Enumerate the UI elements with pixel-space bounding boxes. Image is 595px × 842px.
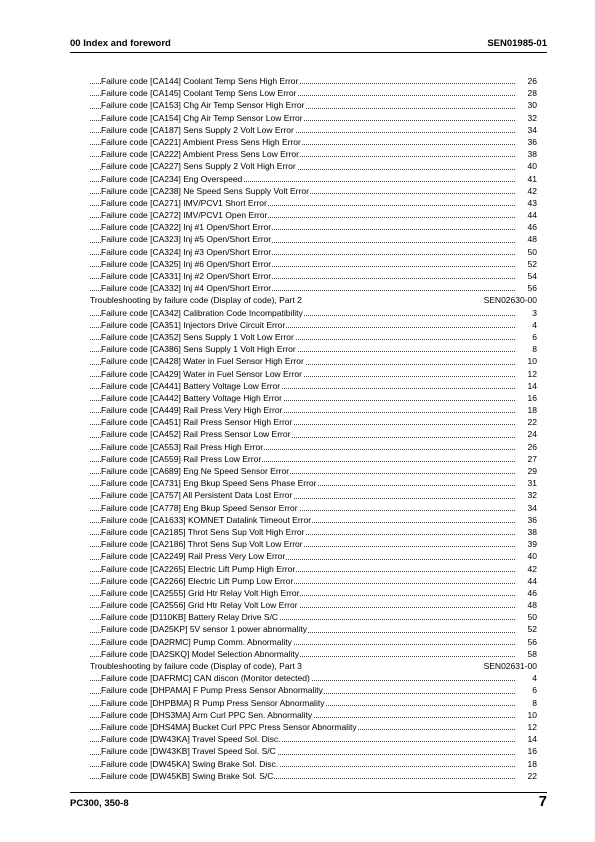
toc-entry[interactable] — [90, 87, 537, 99]
toc-entry[interactable] — [90, 368, 537, 380]
toc-entry[interactable] — [90, 246, 537, 258]
toc-entry[interactable] — [90, 392, 537, 404]
entry-label: Failure code [CA2185] Throt Sens Sup Volt High Error — [101, 526, 305, 537]
toc-entry[interactable] — [90, 112, 537, 124]
toc-entry[interactable] — [90, 270, 537, 282]
section-document-code: SEN02630-00 — [483, 295, 537, 306]
entry-page-number: 56 — [527, 636, 537, 647]
page-header — [70, 38, 547, 54]
entry-page-number: 44 — [527, 210, 537, 221]
toc-entry[interactable] — [90, 733, 537, 745]
entry-page-number: 48 — [527, 234, 537, 245]
toc-entry[interactable] — [90, 124, 537, 136]
entry-page-number: 8 — [532, 697, 537, 708]
entry-label: Failure code [CA386] Sens Supply 1 Volt High Error — [101, 344, 296, 355]
toc-entry[interactable] — [90, 611, 537, 623]
page-number: 7 — [538, 793, 547, 810]
toc-entry[interactable] — [90, 697, 537, 709]
toc-entry[interactable] — [90, 550, 537, 562]
entry-page-number: 22 — [527, 417, 537, 428]
entry-page-number: 42 — [527, 563, 537, 574]
entry-page-number: 34 — [527, 502, 537, 513]
toc-entry[interactable] — [90, 258, 537, 270]
toc-entry[interactable] — [90, 489, 537, 501]
entry-page-number: 16 — [527, 392, 537, 403]
toc-entry[interactable] — [90, 404, 537, 416]
toc-entry[interactable] — [90, 709, 537, 721]
entry-label: Failure code [DA25KP] 5V sensor 1 power abnormality — [101, 624, 307, 635]
entry-page-number: 39 — [527, 539, 537, 550]
entry-label: Failure code [DW43KB] Travel Speed Sol. S/C — [101, 746, 276, 757]
entry-page-number: 46 — [527, 222, 537, 233]
toc-entry[interactable] — [90, 538, 537, 550]
entry-page-number: 18 — [527, 758, 537, 769]
entry-page-number: 34 — [527, 124, 537, 135]
entry-label: Failure code [DW45KB] Swing Brake Sol. S/C — [101, 770, 274, 781]
entry-page-number: 12 — [527, 721, 537, 732]
entry-page-number: 22 — [527, 770, 537, 781]
toc-entry[interactable] — [90, 148, 537, 160]
entry-label: Failure code [CA2186] Throt Sens Sup Volt Low Error — [101, 539, 303, 550]
toc-entry[interactable] — [90, 75, 537, 87]
table-of-contents — [90, 75, 537, 782]
entry-page-number: 50 — [527, 246, 537, 257]
entry-page-number: 3 — [532, 307, 537, 318]
entry-label: Failure code [DA2SKQ] Model Selection Abnormality — [101, 648, 299, 659]
entry-page-number: 32 — [527, 490, 537, 501]
toc-entry[interactable] — [90, 355, 537, 367]
entry-page-number: 32 — [527, 112, 537, 123]
entry-label: Failure code [CA778] Eng Bkup Speed Sensor Error — [101, 502, 298, 513]
entry-label: Failure code [CA221] Ambient Press Sens High Error — [101, 136, 301, 147]
toc-entry[interactable] — [90, 636, 537, 648]
document-code: SEN01985-01 — [487, 38, 547, 49]
entry-label: Failure code [CA2265] Electric Lift Pump High Error — [101, 563, 296, 574]
entry-page-number: 16 — [527, 746, 537, 757]
toc-entry[interactable] — [90, 221, 537, 233]
entry-page-number: 10 — [527, 356, 537, 367]
entry-label: Failure code [CA2249] Rail Press Very Low Error — [101, 551, 286, 562]
section-title: 00 Index and foreword — [70, 38, 171, 49]
entry-label: Failure code [CA227] Sens Supply 2 Volt High Error — [101, 161, 296, 172]
entry-label: Failure code [CA331] Inj #2 Open/Short Error — [101, 271, 272, 281]
entry-page-number: 36 — [527, 136, 537, 147]
entry-label: Failure code [CA2266] Electric Lift Pump Low Error — [101, 575, 294, 586]
toc-entry[interactable] — [90, 721, 537, 733]
entry-page-number: 40 — [527, 161, 537, 172]
section-heading-label: Troubleshooting by failure code (Display of code), Part 2 — [90, 295, 302, 306]
toc-entry[interactable] — [90, 648, 537, 660]
entry-label: Failure code [CA1633] KOMNET Datalink Timeout Error — [101, 514, 312, 525]
entry-page-number: 14 — [527, 734, 537, 745]
entry-page-number: 6 — [532, 331, 537, 342]
entry-label: Failure code [CA154] Chg Air Temp Sensor Low Error — [101, 112, 303, 123]
toc-entry[interactable] — [90, 770, 537, 782]
entry-label: Failure code [CA352] Sens Supply 1 Volt Low Error — [101, 331, 294, 342]
toc-entry[interactable] — [90, 599, 537, 611]
toc-entry[interactable] — [90, 160, 537, 172]
entry-page-number: 30 — [527, 100, 537, 111]
toc-entry[interactable] — [90, 282, 537, 294]
entry-page-number: 54 — [527, 271, 537, 281]
entry-page-number: 24 — [527, 429, 537, 440]
entry-page-number: 31 — [527, 478, 537, 489]
toc-entry[interactable] — [90, 502, 537, 514]
entry-label: Failure code [CA553] Rail Press High Error — [101, 441, 264, 452]
entry-label: Failure code [CA428] Water in Fuel Sensor High Error — [101, 356, 304, 367]
entry-page-number: 52 — [527, 258, 537, 269]
toc-entry[interactable] — [90, 623, 537, 635]
entry-label: Failure code [CA324] Inj #3 Open/Short Error — [101, 246, 272, 257]
entry-label: Failure code [DHPBMA] R Pump Press Sensor Abnormality — [101, 697, 325, 708]
entry-label: Failure code [CA322] Inj #1 Open/Short Error — [101, 222, 272, 233]
entry-label: Failure code [CA332] Inj #4 Open/Short Error — [101, 283, 272, 294]
entry-label: Failure code [CA271] IMV/PCV1 Short Error — [101, 197, 267, 208]
entry-label: Failure code [DHS4MA] Bucket Curl PPC Press Sensor Abnormality — [101, 721, 357, 732]
toc-entry[interactable] — [90, 343, 537, 355]
toc-entry[interactable] — [90, 428, 537, 440]
toc-entry[interactable] — [90, 745, 537, 757]
entry-label: Failure code [CA238] Ne Speed Sens Supply Volt Error — [101, 185, 309, 196]
toc-entry[interactable] — [90, 684, 537, 696]
toc-entry[interactable] — [90, 416, 537, 428]
entry-page-number: 40 — [527, 551, 537, 562]
entry-page-number: 4 — [532, 319, 537, 330]
entry-label: Failure code [CA2556] Grid Htr Relay Volt Low Error — [101, 600, 298, 611]
entry-label: Failure code [CA757] All Persistent Data Lost Error — [101, 490, 293, 501]
toc-entry[interactable] — [90, 477, 537, 489]
toc-section-heading[interactable] — [90, 660, 537, 672]
entry-label: Failure code [CA323] Inj #5 Open/Short Error — [101, 234, 272, 245]
toc-entry[interactable] — [90, 319, 537, 331]
toc-entry[interactable] — [90, 185, 537, 197]
entry-page-number: 43 — [527, 197, 537, 208]
entry-label: Failure code [CA144] Coolant Temp Sens High Error — [101, 76, 299, 86]
entry-label: Failure code [CA689] Eng Ne Speed Sensor Error — [101, 466, 290, 476]
toc-entry[interactable] — [90, 209, 537, 221]
entry-label: Failure code [DAFRMC] CAN discon (Monitor detected) — [101, 673, 310, 684]
entry-page-number: 38 — [527, 526, 537, 537]
entry-label: Failure code [CA429] Water in Fuel Sensor Low Error — [101, 368, 302, 379]
entry-page-number: 28 — [527, 88, 537, 99]
entry-label: Failure code [CA342] Calibration Code Incompatibility — [101, 307, 303, 318]
toc-entry[interactable] — [90, 758, 537, 770]
footer-rule — [70, 792, 547, 793]
entry-page-number: 36 — [527, 514, 537, 525]
entry-label: Failure code [CA559] Rail Press Low Error — [101, 453, 262, 464]
toc-entry[interactable] — [90, 331, 537, 343]
toc-entry[interactable] — [90, 575, 537, 587]
entry-label: Failure code [CA351] Injectors Drive Circuit Error — [101, 319, 286, 330]
toc-entry[interactable] — [90, 514, 537, 526]
entry-page-number: 46 — [527, 587, 537, 598]
entry-label: Failure code [CA452] Rail Press Sensor Low Error — [101, 429, 291, 440]
toc-entry[interactable] — [90, 99, 537, 111]
entry-page-number: 27 — [527, 453, 537, 464]
toc-entry[interactable] — [90, 526, 537, 538]
entry-page-number: 18 — [527, 405, 537, 416]
toc-entry[interactable] — [90, 465, 537, 477]
entry-page-number: 14 — [527, 380, 537, 391]
entry-label: Failure code [D110KB] Battery Relay Drive S/C — [101, 612, 278, 623]
entry-page-number: 6 — [532, 685, 537, 696]
entry-label: Failure code [CA2555] Grid Htr Relay Volt High Error — [101, 587, 300, 598]
toc-entry[interactable] — [90, 197, 537, 209]
entry-page-number: 4 — [532, 673, 537, 684]
toc-section-heading[interactable] — [90, 294, 537, 306]
entry-label: Failure code [CA441] Battery Voltage Low Error — [101, 380, 281, 391]
toc-entry[interactable] — [90, 233, 537, 245]
entry-label: Failure code [CA442] Battery Voltage High Error — [101, 392, 282, 403]
toc-entry[interactable] — [90, 307, 537, 319]
entry-label: Failure code [CA222] Ambient Press Sens Low Error — [101, 149, 299, 160]
entry-page-number: 8 — [532, 344, 537, 355]
entry-page-number: 58 — [527, 648, 537, 659]
entry-label: Failure code [CA145] Coolant Temp Sens Low Error — [101, 88, 297, 99]
entry-label: Failure code [CA731] Eng Bkup Speed Sens Phase Error — [101, 478, 317, 489]
entry-label: Failure code [DHS3MA] Arm Curl PPC Sen. Abnormality — [101, 709, 313, 720]
entry-label: Failure code [DA2RMC] Pump Comm. Abnormality — [101, 636, 292, 647]
toc-entry[interactable] — [90, 441, 537, 453]
entry-label: Failure code [DHPAMA] F Pump Press Sensor Abnormality — [101, 685, 323, 696]
entry-page-number: 52 — [527, 624, 537, 635]
entry-page-number: 42 — [527, 185, 537, 196]
machine-model: PC300, 350-8 — [70, 798, 129, 809]
toc-entry[interactable] — [90, 587, 537, 599]
toc-entry[interactable] — [90, 672, 537, 684]
entry-label: Failure code [CA234] Eng Overspeed — [101, 173, 243, 184]
entry-label: Failure code [CA272] IMV/PCV1 Open Error — [101, 210, 268, 221]
entry-page-number: 26 — [527, 76, 537, 86]
entry-label: Failure code [CA451] Rail Press Sensor High Error — [101, 417, 293, 428]
entry-page-number: 26 — [527, 441, 537, 452]
entry-page-number: 56 — [527, 283, 537, 294]
page-footer — [70, 792, 547, 816]
entry-page-number: 44 — [527, 575, 537, 586]
entry-label: Failure code [DW45KA] Swing Brake Sol. Disc. — [101, 758, 279, 769]
entry-page-number: 38 — [527, 149, 537, 160]
entry-label: Failure code [CA153] Chg Air Temp Sensor High Error — [101, 100, 305, 111]
toc-entry[interactable] — [90, 453, 537, 465]
toc-entry[interactable] — [90, 173, 537, 185]
entry-page-number: 29 — [527, 466, 537, 476]
entry-page-number: 48 — [527, 600, 537, 611]
entry-page-number: 41 — [527, 173, 537, 184]
entry-page-number: 50 — [527, 612, 537, 623]
entry-page-number: 12 — [527, 368, 537, 379]
entry-label: Failure code [CA449] Rail Press Very High Error — [101, 405, 283, 416]
entry-label: Failure code [CA187] Sens Supply 2 Volt Low Error — [101, 124, 294, 135]
entry-page-number: 10 — [527, 709, 537, 720]
toc-entry[interactable] — [90, 136, 537, 148]
header-rule — [70, 52, 547, 53]
toc-entry[interactable] — [90, 563, 537, 575]
section-document-code: SEN02631-00 — [483, 661, 537, 671]
entry-label: Failure code [CA325] Inj #6 Open/Short Error — [101, 258, 272, 269]
toc-entry[interactable] — [90, 380, 537, 392]
section-heading-label: Troubleshooting by failure code (Display of code), Part 3 — [90, 661, 302, 671]
entry-label: Failure code [DW43KA] Travel Speed Sol. Disc. — [101, 734, 281, 745]
